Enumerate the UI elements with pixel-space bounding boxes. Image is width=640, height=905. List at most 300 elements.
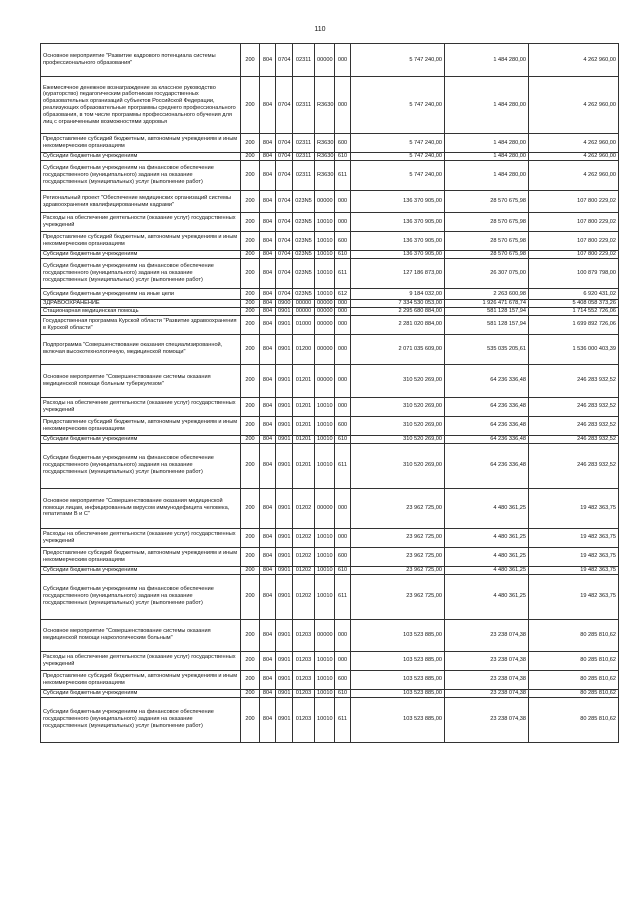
row-name-cell: Региональный проект "Обеспечение медицинских организаций системы здравоохранения квалифицированными кадрами" [41, 191, 241, 213]
remaining-amount-cell: 19 482 363,75 [529, 488, 619, 528]
row-name-cell: Государственная программа Курской области "Развитие здравоохранения в Курской области" [41, 315, 241, 334]
section-code-cell: 0901 [276, 619, 293, 651]
row-name-cell: Основное мероприятие "Развитие кадрового потенциала системы профессионального образования" [41, 44, 241, 77]
direction-code-cell: 10010 [315, 547, 335, 566]
section-code-cell: 0901 [276, 435, 293, 443]
section-code-cell: 0901 [276, 364, 293, 397]
program-code-cell: 01203 [293, 670, 315, 689]
grbs-code-cell: 200 [241, 161, 260, 191]
pr-code-cell: 804 [260, 134, 276, 153]
remaining-amount-cell: 19 482 363,75 [529, 566, 619, 574]
table-row [41, 232, 619, 251]
expense-type-cell: 600 [335, 416, 351, 435]
table-row [41, 689, 619, 697]
remaining-amount-cell: 246 283 932,52 [529, 435, 619, 443]
direction-code-cell: 00000 [315, 44, 335, 77]
executed-amount-cell: 64 236 336,48 [445, 364, 529, 397]
program-code-cell: 01201 [293, 416, 315, 435]
direction-code-cell: 10010 [315, 528, 335, 547]
grbs-code-cell: 200 [241, 689, 260, 697]
program-code-cell: 00000 [293, 307, 315, 315]
remaining-amount-cell: 80 285 810,62 [529, 697, 619, 742]
program-code-cell: 023N5 [293, 191, 315, 213]
expense-type-cell: 600 [335, 232, 351, 251]
table-row [41, 213, 619, 232]
program-code-cell: 01201 [293, 435, 315, 443]
planned-amount-cell: 136 370 905,00 [351, 232, 445, 251]
remaining-amount-cell: 19 482 363,75 [529, 528, 619, 547]
expense-type-cell: 610 [335, 153, 351, 161]
direction-code-cell: 00000 [315, 488, 335, 528]
planned-amount-cell: 5 747 240,00 [351, 77, 445, 134]
executed-amount-cell: 23 238 074,38 [445, 689, 529, 697]
row-name-cell: Субсидии бюджетным учреждениям [41, 435, 241, 443]
direction-code-cell: 00000 [315, 334, 335, 364]
direction-code-cell: 10010 [315, 651, 335, 670]
direction-code-cell: 10010 [315, 397, 335, 416]
section-code-cell: 0704 [276, 191, 293, 213]
executed-amount-cell: 535 035 205,61 [445, 334, 529, 364]
program-code-cell: 01202 [293, 547, 315, 566]
expense-type-cell: 000 [335, 191, 351, 213]
row-name-cell: Основное мероприятие "Совершенствование оказания медицинской помощи лицам, инфицированным вирусом иммунодефицита человека, гепатитами В и С" [41, 488, 241, 528]
planned-amount-cell: 9 184 032,00 [351, 289, 445, 300]
pr-code-cell: 804 [260, 488, 276, 528]
table-row [41, 670, 619, 689]
expense-type-cell: 600 [335, 134, 351, 153]
direction-code-cell: 00000 [315, 300, 335, 308]
section-code-cell: 0901 [276, 307, 293, 315]
direction-code-cell: R3630 [315, 134, 335, 153]
remaining-amount-cell: 6 920 431,02 [529, 289, 619, 300]
grbs-code-cell: 200 [241, 232, 260, 251]
program-code-cell: 01202 [293, 528, 315, 547]
planned-amount-cell: 136 370 905,00 [351, 191, 445, 213]
expense-type-cell: 600 [335, 547, 351, 566]
executed-amount-cell: 1 484 280,00 [445, 161, 529, 191]
expense-type-cell: 000 [335, 488, 351, 528]
planned-amount-cell: 127 186 873,00 [351, 259, 445, 289]
remaining-amount-cell: 4 262 960,00 [529, 134, 619, 153]
planned-amount-cell: 103 523 885,00 [351, 697, 445, 742]
pr-code-cell: 804 [260, 307, 276, 315]
direction-code-cell: R3630 [315, 161, 335, 191]
direction-code-cell: 10010 [315, 289, 335, 300]
table-row [41, 153, 619, 161]
budget-table [40, 43, 619, 743]
row-name-cell: Расходы на обеспечение деятельности (оказание услуг) государственных учреждений [41, 651, 241, 670]
grbs-code-cell: 200 [241, 574, 260, 619]
grbs-code-cell: 200 [241, 153, 260, 161]
direction-code-cell: 10010 [315, 566, 335, 574]
remaining-amount-cell: 1 536 000 403,39 [529, 334, 619, 364]
section-code-cell: 0901 [276, 574, 293, 619]
planned-amount-cell: 136 370 905,00 [351, 213, 445, 232]
grbs-code-cell: 200 [241, 619, 260, 651]
program-code-cell: 01202 [293, 574, 315, 619]
remaining-amount-cell: 4 262 960,00 [529, 77, 619, 134]
expense-type-cell: 000 [335, 307, 351, 315]
grbs-code-cell: 200 [241, 77, 260, 134]
grbs-code-cell: 200 [241, 289, 260, 300]
planned-amount-cell: 5 747 240,00 [351, 134, 445, 153]
section-code-cell: 0901 [276, 315, 293, 334]
table-row [41, 334, 619, 364]
row-name-cell: ЗДРАВООХРАНЕНИЕ [41, 300, 241, 308]
planned-amount-cell: 2 295 680 884,00 [351, 307, 445, 315]
program-code-cell: 023N5 [293, 213, 315, 232]
pr-code-cell: 804 [260, 619, 276, 651]
pr-code-cell: 804 [260, 289, 276, 300]
table-row [41, 651, 619, 670]
section-code-cell: 0704 [276, 259, 293, 289]
planned-amount-cell: 23 962 725,00 [351, 574, 445, 619]
table-row [41, 191, 619, 213]
program-code-cell: 02311 [293, 44, 315, 77]
remaining-amount-cell: 80 285 810,62 [529, 619, 619, 651]
direction-code-cell: 10010 [315, 416, 335, 435]
remaining-amount-cell: 246 283 932,52 [529, 364, 619, 397]
pr-code-cell: 804 [260, 300, 276, 308]
pr-code-cell: 804 [260, 259, 276, 289]
row-name-cell: Расходы на обеспечение деятельности (оказание услуг) государственных учреждений [41, 528, 241, 547]
pr-code-cell: 804 [260, 77, 276, 134]
grbs-code-cell: 200 [241, 547, 260, 566]
table-row [41, 488, 619, 528]
pr-code-cell: 804 [260, 528, 276, 547]
section-code-cell: 0704 [276, 213, 293, 232]
direction-code-cell: 10010 [315, 232, 335, 251]
planned-amount-cell: 310 520 269,00 [351, 443, 445, 488]
remaining-amount-cell: 4 262 960,00 [529, 153, 619, 161]
pr-code-cell: 804 [260, 651, 276, 670]
executed-amount-cell: 2 263 600,98 [445, 289, 529, 300]
remaining-amount-cell: 80 285 810,62 [529, 651, 619, 670]
section-code-cell: 0901 [276, 528, 293, 547]
grbs-code-cell: 200 [241, 443, 260, 488]
row-name-cell: Предоставление субсидий бюджетным, автономным учреждениям и иным некоммерческим организациям [41, 670, 241, 689]
planned-amount-cell: 5 747 240,00 [351, 44, 445, 77]
section-code-cell: 0901 [276, 397, 293, 416]
executed-amount-cell: 4 480 361,25 [445, 566, 529, 574]
direction-code-cell: 10010 [315, 213, 335, 232]
row-name-cell: Субсидии бюджетным учреждениям на финансовое обеспечение государственного (муниципального) задания на оказание государственных (муниципальных) услуг (выполнение работ) [41, 697, 241, 742]
row-name-cell: Субсидии бюджетным учреждениям на финансовое обеспечение государственного (муниципального) задания на оказание государственных (муниципальных) услуг (выполнение работ) [41, 574, 241, 619]
pr-code-cell: 804 [260, 213, 276, 232]
table-row [41, 364, 619, 397]
remaining-amount-cell: 246 283 932,52 [529, 416, 619, 435]
expense-type-cell: 612 [335, 289, 351, 300]
executed-amount-cell: 28 570 675,98 [445, 213, 529, 232]
executed-amount-cell: 28 570 675,98 [445, 191, 529, 213]
expense-type-cell: 000 [335, 300, 351, 308]
planned-amount-cell: 23 962 725,00 [351, 547, 445, 566]
remaining-amount-cell: 19 482 363,75 [529, 574, 619, 619]
program-code-cell: 01203 [293, 697, 315, 742]
table-row [41, 547, 619, 566]
expense-type-cell: 611 [335, 697, 351, 742]
row-name-cell: Основное мероприятие "Совершенствование системы оказания медицинской помощи больным туберкулезом" [41, 364, 241, 397]
pr-code-cell: 804 [260, 161, 276, 191]
row-name-cell: Субсидии бюджетным учреждениям на иные цели [41, 289, 241, 300]
grbs-code-cell: 200 [241, 397, 260, 416]
grbs-code-cell: 200 [241, 251, 260, 259]
grbs-code-cell: 200 [241, 528, 260, 547]
executed-amount-cell: 4 480 361,25 [445, 547, 529, 566]
section-code-cell: 0704 [276, 44, 293, 77]
table-row [41, 697, 619, 742]
table-row [41, 443, 619, 488]
section-code-cell: 0901 [276, 547, 293, 566]
program-code-cell: 01203 [293, 651, 315, 670]
direction-code-cell: 00000 [315, 191, 335, 213]
pr-code-cell: 804 [260, 191, 276, 213]
section-code-cell: 0704 [276, 161, 293, 191]
executed-amount-cell: 4 480 361,25 [445, 528, 529, 547]
executed-amount-cell: 1 484 280,00 [445, 77, 529, 134]
planned-amount-cell: 23 962 725,00 [351, 528, 445, 547]
executed-amount-cell: 64 236 336,48 [445, 443, 529, 488]
program-code-cell: 01201 [293, 443, 315, 488]
section-code-cell: 0704 [276, 153, 293, 161]
grbs-code-cell: 200 [241, 134, 260, 153]
direction-code-cell: 00000 [315, 619, 335, 651]
remaining-amount-cell: 100 879 798,00 [529, 259, 619, 289]
section-code-cell: 0901 [276, 443, 293, 488]
planned-amount-cell: 103 523 885,00 [351, 670, 445, 689]
executed-amount-cell: 581 128 157,94 [445, 315, 529, 334]
expense-type-cell: 611 [335, 574, 351, 619]
section-code-cell: 0900 [276, 300, 293, 308]
expense-type-cell: 610 [335, 566, 351, 574]
grbs-code-cell: 200 [241, 566, 260, 574]
row-name-cell: Основное мероприятие "Совершенствование системы оказания медицинской помощи наркологическим больным" [41, 619, 241, 651]
expense-type-cell: 000 [335, 44, 351, 77]
row-name-cell: Стационарная медицинская помощь [41, 307, 241, 315]
grbs-code-cell: 200 [241, 488, 260, 528]
pr-code-cell: 804 [260, 153, 276, 161]
grbs-code-cell: 200 [241, 334, 260, 364]
expense-type-cell: 000 [335, 619, 351, 651]
executed-amount-cell: 581 128 157,94 [445, 307, 529, 315]
direction-code-cell: 10010 [315, 689, 335, 697]
program-code-cell: 01200 [293, 334, 315, 364]
table-row [41, 435, 619, 443]
pr-code-cell: 804 [260, 364, 276, 397]
expense-type-cell: 000 [335, 213, 351, 232]
grbs-code-cell: 200 [241, 670, 260, 689]
remaining-amount-cell: 4 262 960,00 [529, 44, 619, 77]
executed-amount-cell: 1 926 471 678,74 [445, 300, 529, 308]
page-number: 110 [314, 26, 326, 33]
row-name-cell: Расходы на обеспечение деятельности (оказание услуг) государственных учреждений [41, 213, 241, 232]
row-name-cell: Субсидии бюджетным учреждениям [41, 251, 241, 259]
direction-code-cell: 00000 [315, 307, 335, 315]
planned-amount-cell: 2 071 035 609,00 [351, 334, 445, 364]
planned-amount-cell: 5 747 240,00 [351, 153, 445, 161]
expense-type-cell: 610 [335, 689, 351, 697]
grbs-code-cell: 200 [241, 307, 260, 315]
remaining-amount-cell: 246 283 932,52 [529, 443, 619, 488]
pr-code-cell: 804 [260, 44, 276, 77]
executed-amount-cell: 64 236 336,48 [445, 435, 529, 443]
remaining-amount-cell: 107 800 229,02 [529, 232, 619, 251]
executed-amount-cell: 26 307 075,00 [445, 259, 529, 289]
direction-code-cell: 10010 [315, 435, 335, 443]
planned-amount-cell: 310 520 269,00 [351, 397, 445, 416]
remaining-amount-cell: 19 482 363,75 [529, 547, 619, 566]
remaining-amount-cell: 107 800 229,02 [529, 191, 619, 213]
row-name-cell: Ежемесячное денежное вознаграждение за классное руководство (кураторство) педагогическим работникам государственных образовательных организаций субъектов Российской Федерации, реализующих образовательные программы среднего профессионального образования, в том числе программы профессионального обучения для лиц с ограниченными возможностями здоровья [41, 77, 241, 134]
grbs-code-cell: 200 [241, 259, 260, 289]
planned-amount-cell: 103 523 885,00 [351, 619, 445, 651]
table-row [41, 251, 619, 259]
row-name-cell: Предоставление субсидий бюджетным, автономным учреждениям и иным некоммерческим организациям [41, 416, 241, 435]
planned-amount-cell: 103 523 885,00 [351, 651, 445, 670]
executed-amount-cell: 1 484 280,00 [445, 153, 529, 161]
program-code-cell: 02311 [293, 134, 315, 153]
program-code-cell: 00000 [293, 300, 315, 308]
planned-amount-cell: 136 370 905,00 [351, 251, 445, 259]
table-row [41, 289, 619, 300]
pr-code-cell: 804 [260, 334, 276, 364]
section-code-cell: 0901 [276, 697, 293, 742]
expense-type-cell: 000 [335, 315, 351, 334]
executed-amount-cell: 4 480 361,25 [445, 574, 529, 619]
table-row [41, 134, 619, 153]
program-code-cell: 023N5 [293, 289, 315, 300]
remaining-amount-cell: 107 800 229,02 [529, 213, 619, 232]
program-code-cell: 01000 [293, 315, 315, 334]
executed-amount-cell: 1 484 280,00 [445, 134, 529, 153]
table-row [41, 161, 619, 191]
program-code-cell: 01203 [293, 619, 315, 651]
remaining-amount-cell: 246 283 932,52 [529, 397, 619, 416]
pr-code-cell: 804 [260, 566, 276, 574]
pr-code-cell: 804 [260, 416, 276, 435]
table-row [41, 528, 619, 547]
direction-code-cell: 10010 [315, 574, 335, 619]
pr-code-cell: 804 [260, 251, 276, 259]
table-row [41, 619, 619, 651]
grbs-code-cell: 200 [241, 435, 260, 443]
table-row [41, 416, 619, 435]
row-name-cell: Субсидии бюджетным учреждениям на финансовое обеспечение государственного (муниципального) задания на оказание государственных (муниципальных) услуг (выполнение работ) [41, 259, 241, 289]
grbs-code-cell: 200 [241, 697, 260, 742]
grbs-code-cell: 200 [241, 364, 260, 397]
budget-table-body [41, 44, 619, 743]
pr-code-cell: 804 [260, 697, 276, 742]
expense-type-cell: 611 [335, 443, 351, 488]
program-code-cell: 01202 [293, 488, 315, 528]
table-row [41, 315, 619, 334]
executed-amount-cell: 23 238 074,38 [445, 651, 529, 670]
grbs-code-cell: 200 [241, 44, 260, 77]
row-name-cell: Подпрограмма "Совершенствование оказания специализированной, включая высокотехнологичную, медицинской помощи" [41, 334, 241, 364]
program-code-cell: 02311 [293, 161, 315, 191]
expense-type-cell: 000 [335, 651, 351, 670]
direction-code-cell: 10010 [315, 697, 335, 742]
row-name-cell: Субсидии бюджетным учреждениям [41, 153, 241, 161]
table-row [41, 300, 619, 308]
direction-code-cell: 10010 [315, 251, 335, 259]
grbs-code-cell: 200 [241, 191, 260, 213]
expense-type-cell: 000 [335, 77, 351, 134]
program-code-cell: 02311 [293, 153, 315, 161]
executed-amount-cell: 28 570 675,98 [445, 251, 529, 259]
executed-amount-cell: 1 484 280,00 [445, 44, 529, 77]
planned-amount-cell: 7 334 530 053,00 [351, 300, 445, 308]
direction-code-cell: 00000 [315, 364, 335, 397]
planned-amount-cell: 2 281 020 884,00 [351, 315, 445, 334]
row-name-cell: Предоставление субсидий бюджетным, автономным учреждениям и иным некоммерческим организациям [41, 134, 241, 153]
remaining-amount-cell: 1 699 892 726,06 [529, 315, 619, 334]
planned-amount-cell: 103 523 885,00 [351, 689, 445, 697]
table-row [41, 259, 619, 289]
program-code-cell: 01202 [293, 566, 315, 574]
row-name-cell: Субсидии бюджетным учреждениям [41, 689, 241, 697]
direction-code-cell: 10010 [315, 443, 335, 488]
row-name-cell: Субсидии бюджетным учреждениям на финансовое обеспечение государственного (муниципального) задания на оказание государственных (муниципальных) услуг (выполнение работ) [41, 443, 241, 488]
section-code-cell: 0901 [276, 670, 293, 689]
pr-code-cell: 804 [260, 435, 276, 443]
planned-amount-cell: 23 962 725,00 [351, 488, 445, 528]
remaining-amount-cell: 80 285 810,62 [529, 689, 619, 697]
program-code-cell: 01203 [293, 689, 315, 697]
program-code-cell: 023N5 [293, 232, 315, 251]
grbs-code-cell: 200 [241, 416, 260, 435]
row-name-cell: Предоставление субсидий бюджетным, автономным учреждениям и иным некоммерческим организациям [41, 547, 241, 566]
direction-code-cell: 10010 [315, 259, 335, 289]
program-code-cell: 01201 [293, 397, 315, 416]
planned-amount-cell: 310 520 269,00 [351, 416, 445, 435]
expense-type-cell: 600 [335, 670, 351, 689]
section-code-cell: 0704 [276, 134, 293, 153]
remaining-amount-cell: 107 800 229,02 [529, 251, 619, 259]
planned-amount-cell: 310 520 269,00 [351, 435, 445, 443]
program-code-cell: 01201 [293, 364, 315, 397]
section-code-cell: 0704 [276, 251, 293, 259]
expense-type-cell: 610 [335, 251, 351, 259]
section-code-cell: 0901 [276, 651, 293, 670]
pr-code-cell: 804 [260, 689, 276, 697]
grbs-code-cell: 200 [241, 315, 260, 334]
pr-code-cell: 804 [260, 574, 276, 619]
direction-code-cell: 10010 [315, 670, 335, 689]
table-row [41, 574, 619, 619]
section-code-cell: 0901 [276, 416, 293, 435]
remaining-amount-cell: 80 285 810,62 [529, 670, 619, 689]
executed-amount-cell: 4 480 361,25 [445, 488, 529, 528]
expense-type-cell: 000 [335, 397, 351, 416]
table-row [41, 77, 619, 134]
pr-code-cell: 804 [260, 232, 276, 251]
executed-amount-cell: 23 238 074,38 [445, 697, 529, 742]
pr-code-cell: 804 [260, 670, 276, 689]
expense-type-cell: 611 [335, 161, 351, 191]
pr-code-cell: 804 [260, 397, 276, 416]
table-row [41, 44, 619, 77]
pr-code-cell: 804 [260, 443, 276, 488]
row-name-cell: Расходы на обеспечение деятельности (оказание услуг) государственных учреждений [41, 397, 241, 416]
row-name-cell: Субсидии бюджетным учреждениям на финансовое обеспечение государственного (муниципального) задания на оказание государственных (муниципальных) услуг (выполнение работ) [41, 161, 241, 191]
section-code-cell: 0704 [276, 232, 293, 251]
planned-amount-cell: 23 962 725,00 [351, 566, 445, 574]
expense-type-cell: 610 [335, 435, 351, 443]
section-code-cell: 0901 [276, 689, 293, 697]
row-name-cell: Предоставление субсидий бюджетным, автономным учреждениям и иным некоммерческим организациям [41, 232, 241, 251]
program-code-cell: 02311 [293, 77, 315, 134]
